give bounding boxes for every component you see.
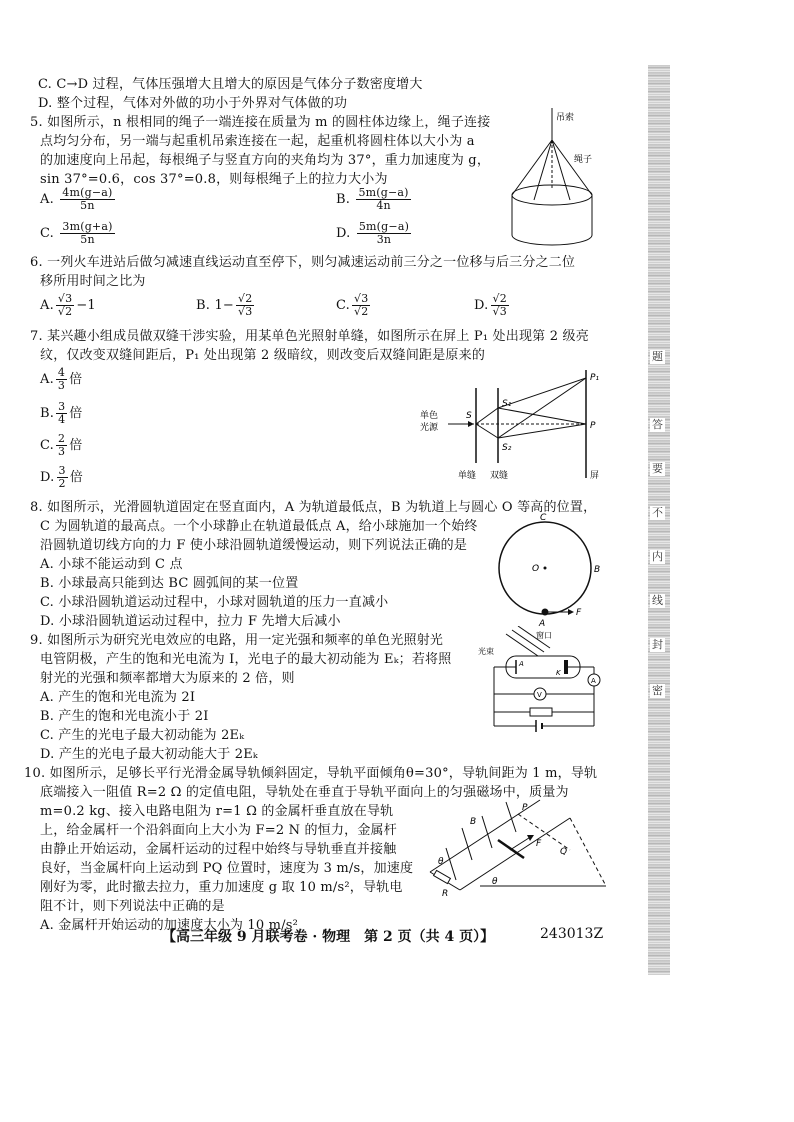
- q10-stem: m=0.2 kg、接入电路电阻为 r=1 Ω 的金属杆垂直放在导轨: [40, 804, 394, 819]
- svg-text:窗口: 窗口: [536, 631, 552, 640]
- svg-text:K: K: [556, 669, 561, 677]
- q10-stem: 由静止开始运动，金属杆运动的过程中始终与导轨垂直并接触: [40, 842, 397, 857]
- q5-stem: sin 37°=0.6，cos 37°=0.8，则每根绳子上的拉力大小为: [40, 172, 388, 187]
- svg-text:F: F: [536, 839, 542, 849]
- q6-stem: 6. 一列火车进站后做匀减速直线运动直至停下，则匀减速运动前三分之一位移与后三分之二位: [30, 255, 576, 270]
- side-char: 要: [652, 462, 663, 475]
- q6-stem: 移所用时间之比为: [40, 274, 146, 289]
- q10-stem: 上，给金属杆一个沿斜面向上大小为 F=2 N 的恒力，金属杆: [40, 823, 397, 838]
- q10-stem: 刚好为零，此时撤去拉力，重力加速度 g 取 10 m/s²，导轨电: [40, 880, 403, 895]
- label-hook: 吊索: [556, 113, 575, 123]
- q7-option-b[interactable]: B. $\frac{3}{4}$ 倍: [40, 400, 83, 426]
- svg-text:F: F: [576, 608, 582, 618]
- q5-stem: 点均匀分布，另一端与起重机吊索连接在一起，起重机将圆柱体以大小为 a: [40, 134, 475, 149]
- svg-text:单色: 单色: [420, 411, 439, 421]
- q7-stem: 纹，仅改变双缝间距后，P₁ 处出现第 2 级暗纹，则改变后双缝间距是原来的: [40, 348, 486, 363]
- q8-option-b[interactable]: B. 小球最高只能到达 BC 圆弧间的某一位置: [40, 576, 299, 591]
- svg-text:O: O: [532, 564, 540, 574]
- svg-text:V: V: [537, 691, 542, 699]
- svg-text:双缝: 双缝: [490, 471, 509, 481]
- q6-option-c[interactable]: C. $\frac{√3}{√2}$: [336, 292, 369, 318]
- figure-q8-circular-track: [490, 512, 610, 632]
- q8-option-a[interactable]: A. 小球不能运动到 C 点: [40, 557, 183, 572]
- svg-text:光束: 光束: [478, 647, 494, 656]
- q9-option-d[interactable]: D. 产生的光电子最大初动能大于 2Eₖ: [40, 747, 258, 762]
- q10-stem: 良好，当金属杆向上运动到 PQ 位置时，速度为 3 m/s，加速度: [40, 861, 414, 876]
- q5-option-b[interactable]: B. $\frac{5m(g-a)}{4n}$: [336, 186, 409, 212]
- side-char: 答: [652, 418, 663, 431]
- q7-option-d[interactable]: D. $\frac{3}{2}$ 倍: [40, 464, 83, 490]
- binding-margin-pattern: [648, 65, 670, 975]
- side-char: 密: [652, 684, 663, 697]
- side-char: 题: [652, 350, 663, 363]
- q6-option-b[interactable]: B. 1− $\frac{√2}{√3}$: [196, 292, 253, 318]
- svg-text:光源: 光源: [420, 423, 439, 433]
- svg-text:单缝: 单缝: [458, 471, 477, 481]
- label-rope: 绳子: [574, 155, 593, 165]
- page-footer-title: 【高三年级 9 月联考卷 · 物理 第 2 页（共 4 页）】: [162, 929, 495, 945]
- svg-text:A: A: [591, 677, 596, 685]
- q8-stem: C 为圆轨道的最高点。一个小球静止在轨道最低点 A，给小球施加一个始终: [40, 519, 478, 534]
- q5-stem: 的加速度向上吊起，每根绳子与竖直方向的夹角均为 37°，重力加速度为 g，: [40, 153, 491, 168]
- q9-stem: 9. 如图所示为研究光电效应的电路，用一定光强和频率的单色光照射光: [30, 633, 444, 648]
- q10-option-a[interactable]: A. 金属杆开始运动的加速度大小为 10 m/s²: [40, 918, 299, 933]
- svg-text:A: A: [519, 660, 524, 668]
- svg-text:P₁: P₁: [590, 373, 600, 383]
- q9-stem: 电管阴极，产生的饱和光电流为 I，光电子的最大初动能为 Eₖ；若将照: [40, 652, 452, 667]
- q7-option-c[interactable]: C. $\frac{2}{3}$ 倍: [40, 432, 83, 458]
- q5-stem: 5. 如图所示，n 根相同的绳子一端连接在质量为 m 的圆柱体边缘上，绳子连接: [30, 115, 491, 130]
- q5-option-c[interactable]: C. $\frac{3m(g+a)}{5n}$: [40, 220, 113, 246]
- page-footer-code: 243013Z: [540, 926, 604, 942]
- q10-stem: 阻不计，则下列说法中正确的是: [40, 899, 225, 914]
- side-char: 内: [652, 550, 663, 563]
- svg-text:P: P: [522, 803, 528, 813]
- q5-option-a[interactable]: A. $\frac{4m(g-a)}{5n}$: [40, 186, 113, 212]
- svg-text:S: S: [466, 411, 472, 421]
- figure-q7-double-slit: [418, 368, 608, 486]
- q6-option-d[interactable]: D. $\frac{√2}{√3}$: [474, 292, 507, 318]
- svg-text:屏: 屏: [590, 471, 600, 481]
- q9-option-c[interactable]: C. 产生的光电子最大初动能为 2Eₖ: [40, 728, 245, 743]
- side-char: 封: [652, 638, 663, 651]
- q7-option-a[interactable]: A. $\frac{4}{3}$ 倍: [40, 366, 83, 392]
- q5-option-d[interactable]: D. $\frac{5m(g-a)}{3n}$: [336, 220, 410, 246]
- svg-text:C: C: [540, 513, 547, 523]
- q9-stem: 射光的光强和频率都增大为原来的 2 倍，则: [40, 671, 295, 686]
- q8-option-d[interactable]: D. 小球沿圆轨道运动过程中，拉力 F 先增大后减小: [40, 614, 341, 629]
- q10-stem: 10. 如图所示，足够长平行光滑金属导轨倾斜固定，导轨平面倾角θ=30°，导轨间距为 1 m，导轨: [24, 766, 598, 781]
- side-char: 不: [652, 506, 663, 519]
- figure-q10-inclined-rails: [420, 790, 610, 902]
- svg-text:A: A: [539, 619, 546, 629]
- q8-stem: 8. 如图所示，光滑圆轨道固定在竖直面内，A 为轨道最低点，B 为轨道上与圆心 O 等高的位置，: [30, 500, 597, 515]
- q7-stem: 7. 某兴趣小组成员做双缝干涉实验，用某单色光照射单缝，如图所示在屏上 P₁ 处出现第 2 级亮: [30, 329, 589, 344]
- q10-stem: 底端接入一阻值 R=2 Ω 的定值电阻，导轨处在垂直于导轨平面向上的匀强磁场中，质量为: [40, 785, 569, 800]
- q4-option-d: D. 整个过程，气体对外做的功小于外界对气体做的功: [38, 96, 348, 111]
- svg-text:S₂: S₂: [502, 443, 512, 453]
- svg-text:B: B: [470, 817, 477, 827]
- q8-stem: 沿圆轨道切线方向的力 F 使小球沿圆轨道缓慢运动，则下列说法正确的是: [40, 538, 468, 553]
- svg-text:S₁: S₁: [502, 399, 512, 409]
- q9-option-b[interactable]: B. 产生的饱和光电流小于 2I: [40, 709, 209, 724]
- svg-text:Q: Q: [560, 847, 568, 857]
- svg-text:B: B: [594, 565, 601, 575]
- svg-text:θ: θ: [438, 857, 444, 867]
- q6-option-a[interactable]: A. $\frac{√3}{√2}$ −1: [40, 292, 96, 318]
- svg-text:R: R: [442, 889, 449, 899]
- svg-text:P: P: [590, 421, 596, 431]
- figure-q9-photoelectric-circuit: [476, 626, 606, 742]
- q9-option-a[interactable]: A. 产生的饱和光电流为 2I: [40, 690, 196, 705]
- side-char: 线: [652, 594, 663, 607]
- svg-text:θ: θ: [492, 877, 498, 887]
- q4-option-c: C. C→D 过程，气体压强增大且增大的原因是气体分子数密度增大: [38, 77, 423, 92]
- q8-option-c[interactable]: C. 小球沿圆轨道运动过程中，小球对圆轨道的压力一直减小: [40, 595, 389, 610]
- figure-q5-cylinder: [500, 100, 620, 250]
